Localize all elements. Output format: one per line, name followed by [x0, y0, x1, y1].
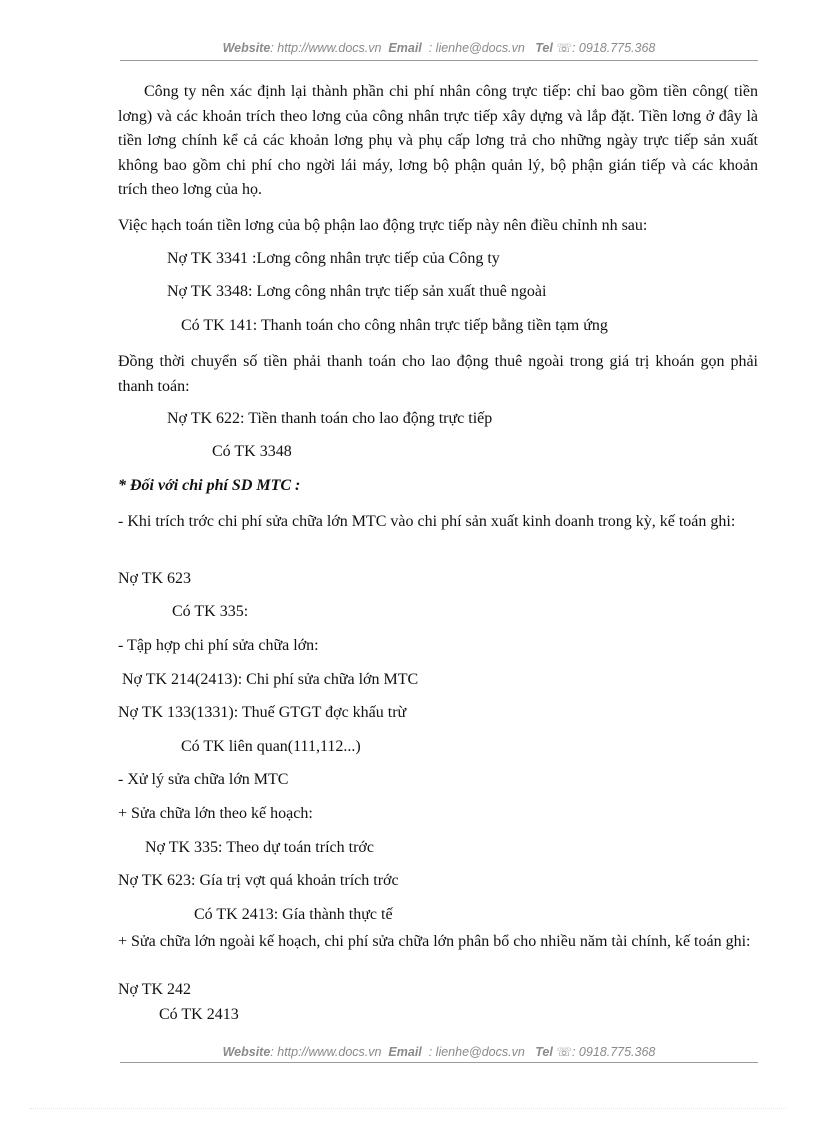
bullet-process-repair: - Xử lý sửa chữa lớn MTC: [118, 771, 289, 788]
header-rule: [120, 60, 758, 61]
bullet-planned-repair: + Sửa chữa lớn theo kế hoạch:: [118, 805, 313, 822]
entry-debit-242: Nợ TK 242: [118, 981, 192, 998]
header-website-label: Website: [222, 41, 271, 55]
page-footer: [120, 1044, 758, 1059]
entry-credit-335: Có TK 335:: [172, 603, 249, 620]
entry-debit-622: Nợ TK 622: Tiền thanh toán cho lao động trực tiếp: [167, 410, 493, 427]
entry-debit-3348: Nợ TK 3348: Lơng công nhân trực tiếp sản xuất thuê ngoài: [167, 283, 547, 300]
entry-credit-3348: Có TK 3348: [212, 443, 292, 460]
header-website-value[interactable]: : http://www.docs.vn: [270, 41, 382, 55]
phone-icon: ☏: [556, 41, 572, 55]
header-tel-label: Tel: [535, 41, 553, 55]
entry-credit-2413-actual: Có TK 2413: Gía thành thực tế: [194, 906, 393, 923]
paragraph-labor-cost: Công ty nên xác định lại thành phần chi phí nhân công trực tiếp: chỉ bao gồm tiền công( tiền lơng) và các khoản trích theo lơng của công nhân trực tiếp xây dựng và lắp đặt. Tiền lơng ở đây là tiền lơng chính kể cả các khoản lơng phụ và phụ cấp lơng trả cho những ngày trực tiếp sản xuất không bao gồm chi phí cho ngời lái máy, lơng bộ phận quản lý, bộ phận gián tiếp và các khoản trích theo lơng của họ.: [118, 83, 758, 198]
section-heading-mtc: * Đối với chi phí SD MTC :: [118, 477, 301, 494]
entry-credit-141: Có TK 141: Thanh toán cho công nhân trực tiếp bằng tiền tạm ứng: [181, 317, 608, 334]
footer-website-label: Website: [222, 1045, 271, 1059]
footer-email-value[interactable]: : lienhe@docs.vn: [428, 1045, 525, 1059]
bullet-collect-repair-cost: - Tập hợp chi phí sửa chữa lớn:: [118, 637, 319, 654]
entry-debit-133: Nợ TK 133(1331): Thuế GTGT đợc khấu trừ: [118, 704, 407, 721]
page-header: [120, 40, 758, 55]
entry-debit-623: Nợ TK 623: [118, 570, 192, 587]
entry-credit-related: Có TK liên quan(111,112...): [181, 738, 361, 755]
entry-debit-3341: Nợ TK 3341 :Lơng công nhân trực tiếp của Công ty: [167, 250, 500, 267]
page-edge-divider: [30, 1108, 786, 1109]
entry-debit-335: Nợ TK 335: Theo dự toán trích trớc: [145, 839, 374, 856]
entry-debit-623-excess: Nợ TK 623: Gía trị vợt quá khoản trích trớc: [118, 872, 399, 889]
footer-website-value[interactable]: : http://www.docs.vn: [270, 1045, 382, 1059]
paragraph-outsourced-labor: Đồng thời chuyển số tiền phải thanh toán cho lao động thuê ngoài trong giá trị khoán gọn phải thanh toán:: [118, 353, 758, 395]
entry-credit-2413: Có TK 2413: [159, 1006, 239, 1023]
header-email-label: Email: [388, 41, 422, 55]
paragraph-unplanned-repair: + Sửa chữa lớn ngoài kế hoạch, chi phí sửa chữa lớn phân bổ cho nhiều năm tài chính, kế toán ghi:: [118, 933, 751, 950]
footer-rule: [120, 1062, 758, 1063]
paragraph-repair-accrual: - Khi trích trớc chi phí sửa chữa lớn MTC vào chi phí sản xuất kinh doanh trong kỳ, kế toán ghi:: [118, 513, 736, 530]
header-tel-value: : 0918.775.368: [571, 41, 656, 55]
footer-tel-label: Tel: [535, 1045, 553, 1059]
phone-icon: ☏: [556, 1045, 572, 1059]
footer-tel-value: : 0918.775.368: [571, 1045, 656, 1059]
paragraph-accounting-adjust: Việc hạch toán tiền lơng của bộ phận lao động trực tiếp này nên điều chỉnh nh sau:: [118, 217, 648, 234]
header-email-value[interactable]: : lienhe@docs.vn: [428, 41, 525, 55]
footer-email-label: Email: [388, 1045, 422, 1059]
entry-debit-214: Nợ TK 214(2413): Chi phí sửa chữa lớn MTC: [122, 671, 419, 688]
